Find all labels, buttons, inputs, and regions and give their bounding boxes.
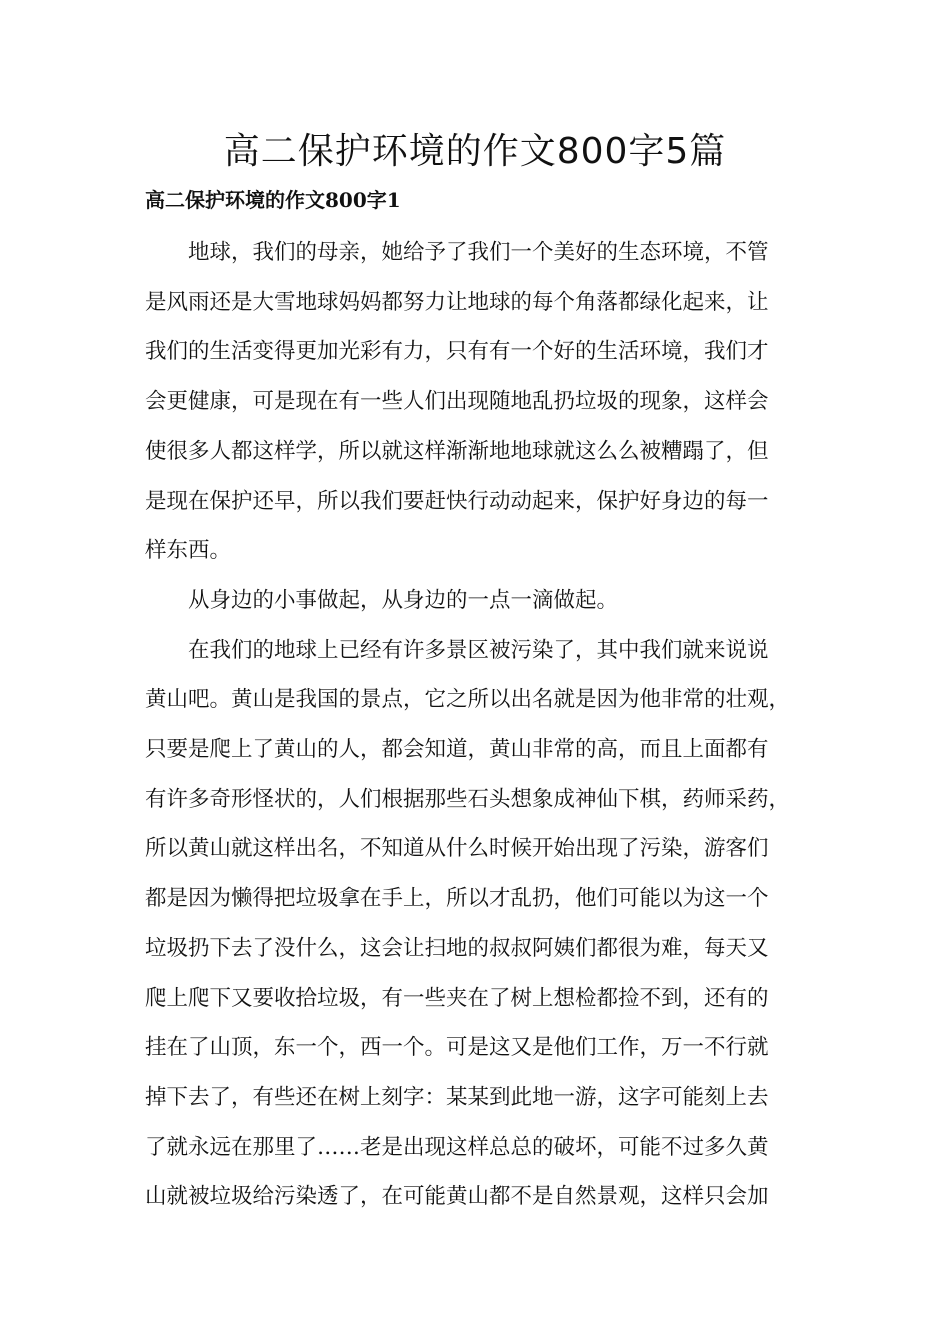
text-line: 黄山吧。黄山是我国的景点，它之所以出名就是因为他非常的壮观， (145, 687, 791, 713)
text-line: 有许多奇形怪状的，人们根据那些石头想象成神仙下棋，药师采药， (145, 786, 791, 812)
text-line: 使很多人都这样学，所以就这样渐渐地地球就这么么被糟蹋了，但 (145, 438, 769, 464)
text-line: 我们的生活变得更加光彩有力，只有有一个好的生活环境，我们才 (145, 339, 769, 365)
document-body (145, 228, 815, 1222)
text-line: 了就永远在那里了……老是出现这样总总的破坏，可能不过多久黄 (145, 1134, 769, 1160)
text-line: 挂在了山顶，东一个，西一个。可是这又是他们工作，万一不行就 (145, 1035, 769, 1061)
text-line: 是现在保护还早，所以我们要赶快行动动起来，保护好身边的每一 (145, 488, 769, 514)
text-line: 地球，我们的母亲，她给予了我们一个美好的生态环境，不管 (188, 240, 769, 265)
document-title: 高二保护环境的作文800字5篇 (223, 131, 727, 172)
text-line: 样东西。 (145, 538, 232, 564)
text-line: 所以黄山就这样出名，不知道从什么时候开始出现了污染，游客们 (145, 836, 769, 862)
text-line: 在我们的地球上已经有许多景区被污染了，其中我们就来说说 (188, 637, 769, 663)
text-line: 掉下去了，有些还在树上刻字：某某到此地一游，这字可能刻上去 (145, 1084, 769, 1110)
paragraph-1 (145, 228, 815, 576)
section-heading: 高二保护环境的作文800字1 (145, 188, 401, 212)
text-line: 从身边的小事做起，从身边的一点一滴做起。 (188, 587, 619, 613)
text-line: 山就被垃圾给污染透了，在可能黄山都不是自然景观，这样只会加 (145, 1184, 769, 1210)
paragraph-2 (145, 576, 815, 626)
text-line: 是风雨还是大雪地球妈妈都努力让地球的每个角落都绿化起来，让 (145, 289, 769, 315)
text-line: 只要是爬上了黄山的人，都会知道，黄山非常的高，而且上面都有 (145, 737, 769, 763)
text-line: 垃圾扔下去了没什么，这会让扫地的叔叔阿姨们都很为难，每天又 (145, 935, 769, 961)
text-line: 爬上爬下又要收拾垃圾，有一些夹在了树上想检都捡不到，还有的 (145, 985, 769, 1011)
text-line: 会更健康，可是现在有一些人们出现随地乱扔垃圾的现象，这样会 (145, 389, 769, 415)
paragraph-3 (145, 626, 815, 1222)
text-line: 都是因为懒得把垃圾拿在手上，所以才乱扔，他们可能以为这一个 (145, 886, 769, 912)
